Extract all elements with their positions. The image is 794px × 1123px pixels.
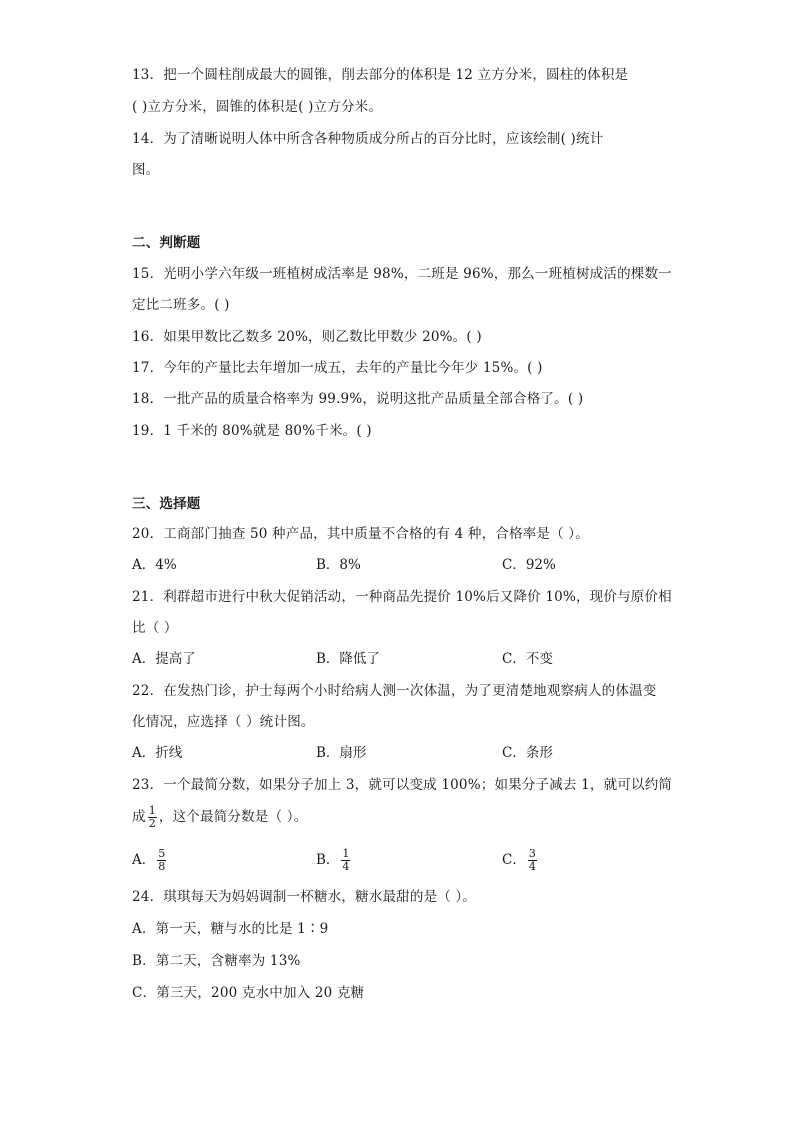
- fraction-numerator: 1: [342, 847, 350, 860]
- fraction-numerator: 3: [528, 847, 536, 860]
- option-label: A．: [132, 852, 156, 868]
- question-22-line-1: 22．在发热门诊，护士每两个小时给病人测一次体温，为了更清楚地观察病人的体温变: [132, 683, 657, 699]
- question-20-option-b: B．8%: [316, 557, 361, 573]
- fraction-denominator: 4: [342, 860, 350, 873]
- question-24-stem: 24．琪琪每天为妈妈调制一杯糖水，糖水最甜的是（ ）。: [132, 889, 477, 905]
- question-24-option-c: C．第三天，200 克水中加入 20 克糖: [132, 985, 365, 1001]
- question-22-option-b: B．扇形: [316, 745, 367, 761]
- question-23-line-1: 23．一个最简分数，如果分子加上 3，就可以变成 100%；如果分子减去 1，就可以约简: [132, 777, 673, 793]
- option-label: B．: [316, 852, 340, 868]
- question-22-option-a: A．折线: [132, 745, 183, 761]
- question-23-line-2-prefix: 成: [132, 809, 146, 825]
- question-22-option-c: C．条形: [502, 745, 553, 761]
- fraction-denominator: 8: [158, 860, 166, 873]
- section-heading-judge: 二、判断题: [132, 235, 201, 251]
- question-18: 18．一批产品的质量合格率为 99.9%，说明这批产品质量全部合格了。( ): [132, 391, 584, 407]
- question-14-line-1: 14．为了清晰说明人体中所含各种物质成分所占的百分比时，应该绘制( )统计: [132, 131, 604, 147]
- question-17: 17．今年的产量比去年增加一成五，去年的产量比今年少 15%。( ): [132, 360, 543, 376]
- option-fraction: [528, 848, 537, 873]
- question-23-option-b: [316, 846, 352, 874]
- question-23-line-2: [132, 804, 307, 830]
- question-20-option-c: C．92%: [502, 557, 556, 573]
- question-23-option-a: [132, 846, 168, 874]
- option-fraction: [157, 848, 166, 873]
- question-20-option-a: A．4%: [132, 557, 177, 573]
- option-label: C．: [502, 852, 526, 868]
- section-heading-choice: 三、选择题: [132, 496, 201, 512]
- question-15-line-2: 定比二班多。( ): [132, 297, 230, 313]
- question-22-line-2: 化情况，应选择（ ）统计图。: [132, 714, 315, 730]
- question-21-line-2: 比（ ）: [132, 620, 178, 636]
- question-21-line-1: 21．利群超市进行中秋大促销活动，一种商品先提价 10%后又降价 10%，现价与原价相: [132, 589, 672, 605]
- question-24-option-a: A．第一天，糖与水的比是 1∶9: [132, 921, 329, 937]
- question-13-line-1: 13．把一个圆柱削成最大的圆锥，削去部分的体积是 12 立方分米，圆柱的体积是: [132, 67, 629, 83]
- question-15-line-1: 15．光明小学六年级一班植树成活率是 98%，二班是 96%，那么一班植树成活的棵数一: [132, 266, 672, 282]
- question-23-line-2-suffix: ，这个最简分数是（ ）。: [158, 809, 308, 825]
- fraction-numerator: 5: [158, 847, 166, 860]
- question-23-inline-fraction: [148, 805, 157, 830]
- question-21-option-a: A．提高了: [132, 651, 196, 667]
- question-13-line-2: ( )立方分米，圆锥的体积是( )立方分米。: [132, 99, 383, 115]
- question-21-option-b: B．降低了: [316, 651, 380, 667]
- question-14-line-2: 图。: [132, 162, 160, 178]
- question-16: 16．如果甲数比乙数多 20%，则乙数比甲数少 20%。( ): [132, 329, 482, 345]
- question-21-option-c: C．不变: [502, 651, 553, 667]
- question-24-option-b: B．第二天，含糖率为 13%: [132, 953, 301, 969]
- fraction-denominator: 4: [528, 860, 536, 873]
- fraction-numerator: 1: [148, 804, 156, 817]
- option-fraction: [341, 848, 350, 873]
- question-20-stem: 20．工商部门抽查 50 种产品，其中质量不合格的有 4 种，合格率是（ ）。: [132, 526, 589, 542]
- fraction-denominator: 2: [148, 817, 156, 830]
- question-23-option-c: [502, 846, 539, 874]
- question-19: 19．1 千米的 80%就是 80%千米。( ): [132, 423, 372, 439]
